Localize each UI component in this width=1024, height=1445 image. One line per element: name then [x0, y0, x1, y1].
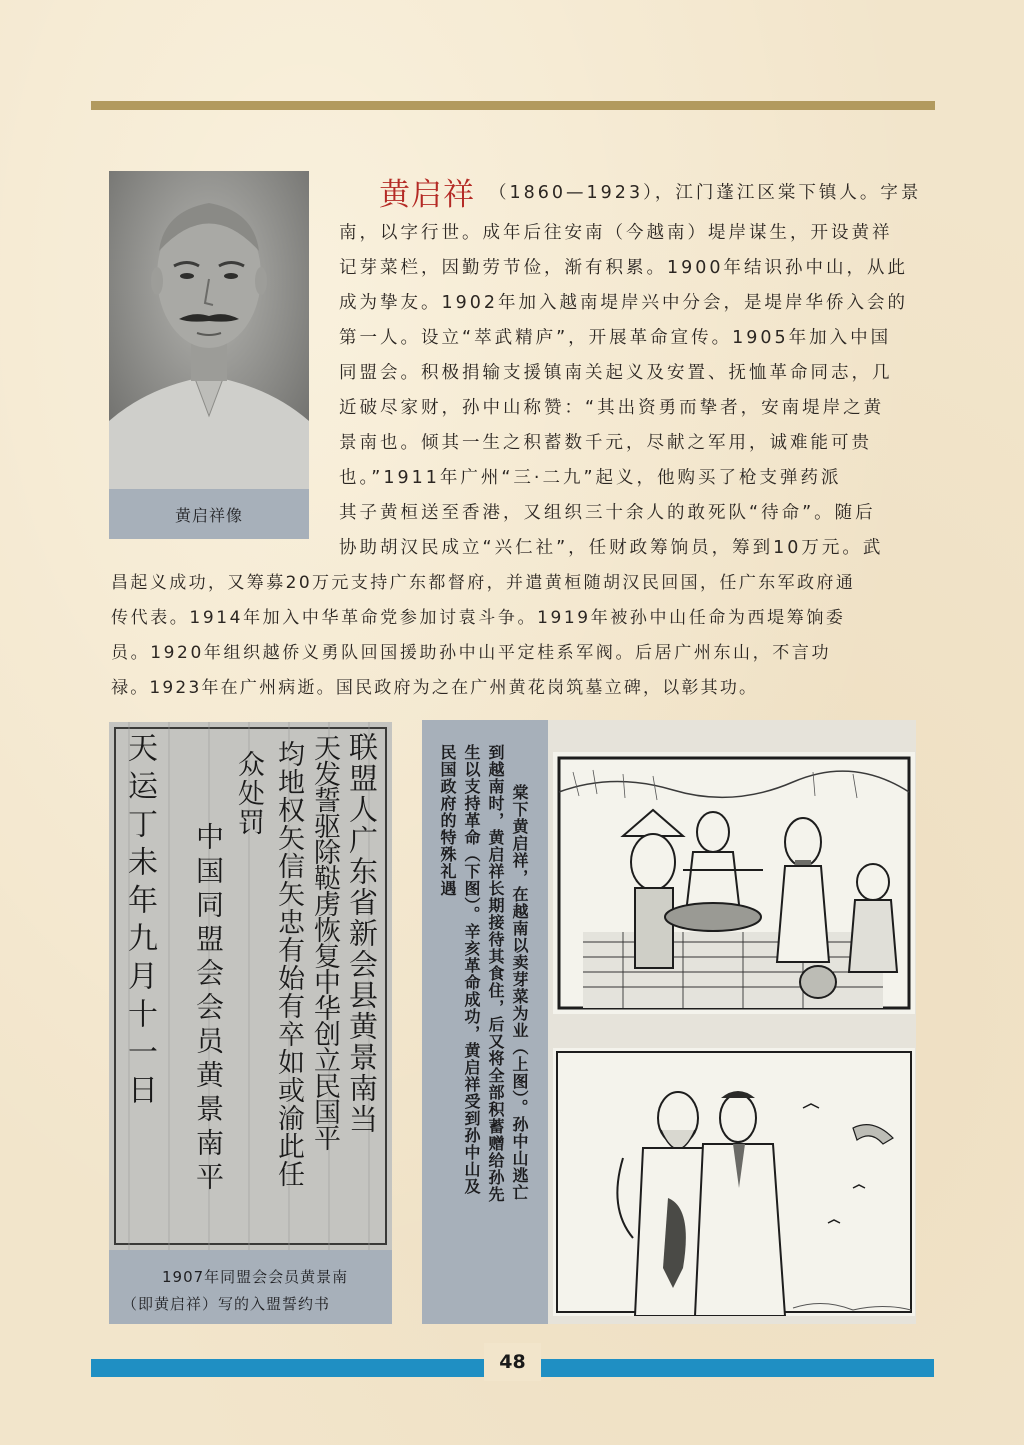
bio-line: 传代表。1914年加入中华革命党参加讨袁斗争。1919年被孙中山任命为西堤筹饷委 [111, 608, 846, 628]
top-rule [91, 101, 935, 110]
bio-line: 第一人。设立“萃武精庐”，开展革命宣传。1905年加入中国 [339, 328, 892, 348]
oath-line: 均地权矢信矢忠有始有卒如或渝此任 [273, 740, 304, 1188]
bio-line: 成为挚友。1902年加入越南堤岸兴中分会，是堤岸华侨入会的 [339, 293, 909, 313]
oath-line: 天发誓驱除鞑虏恢复中华创立民国平 [309, 734, 340, 1150]
bio-name: 黄启祥 [379, 177, 475, 213]
bio-line: 同盟会。积极捐输支援镇南关起义及安置、抚恤革命同志，几 [339, 363, 893, 383]
portrait-caption: 黄启祥像 [109, 489, 309, 539]
oath-document-caption [109, 1250, 392, 1324]
bio-line: 员。1920年组织越侨义勇队回国援助孙中山平定桂系军阀。后居广州东山，不言功 [111, 643, 832, 663]
footer-bar-left [91, 1359, 484, 1377]
oath-line: 中国同盟会会员黄景南平 [192, 822, 225, 1196]
oath-line: 众处罚 [233, 750, 264, 837]
meeting-scene-illustration [553, 1048, 915, 1316]
bio-line: 近破尽家财，孙中山称赞：“其出资勇而挚者，安南堤岸之黄 [339, 398, 885, 418]
illustration-caption-line: 民国政府的特殊礼遇 [438, 744, 457, 897]
caption-line: 1907年同盟会会员黄景南 [162, 1268, 349, 1286]
illustration-caption-line: 到越南时，黄启祥长期接待其食住，后又将全部积蓄赠给孙先 [486, 744, 505, 1203]
page-number: 48 [484, 1343, 541, 1381]
bio-line: 也。”1911年广州“三·二九”起义，他购买了枪支弹药派 [339, 468, 842, 488]
bio-line: 协助胡汉民成立“兴仁社”，任财政筹饷员，筹到10万元。武 [339, 538, 884, 558]
oath-line: 联盟人广东省新会县黄景南当 [345, 732, 379, 1135]
illustration-caption-line: 棠下黄启祥，在越南以卖芽菜为业（上图）。孙中山逃亡 [510, 784, 529, 1201]
bio-line: 昌起义成功，又筹募20万元支持广东都督府，并遣黄桓随胡汉民回国，任广东军政府通 [111, 573, 856, 593]
portrait-photo [109, 171, 309, 489]
bio-line: 禄。1923年在广州病逝。国民政府为之在广州黄花岗筑墓立碑，以彰其功。 [111, 678, 759, 698]
bio-line: 南，以字行世。成年后往安南（今越南）堤岸谋生，开设黄祥 [339, 223, 893, 243]
bio-line: （1860—1923），江门蓬江区棠下镇人。字景 [489, 183, 922, 203]
bio-line: 记芽菜栏，因勤劳节俭，渐有积累。1900年结识孙中山，从此 [339, 258, 909, 278]
bio-line: 其子黄桓送至香港，又组织三十余人的敢死队“待命”。随后 [339, 503, 876, 523]
market-scene-illustration [553, 752, 915, 1014]
oath-document-photo [109, 722, 392, 1250]
footer-bar-right [541, 1359, 934, 1377]
bio-line: 景南也。倾其一生之积蓄数千元，尽献之军用，诚难能可贵 [339, 433, 872, 453]
oath-line: 天运丁未年九月十一日 [122, 732, 157, 1112]
illustration-caption-line: 生以支持革命（下图）。辛亥革命成功，黄启祥受到孙中山及 [462, 744, 481, 1195]
caption-line: （即黄启祥）写的入盟誓约书 [122, 1295, 331, 1313]
